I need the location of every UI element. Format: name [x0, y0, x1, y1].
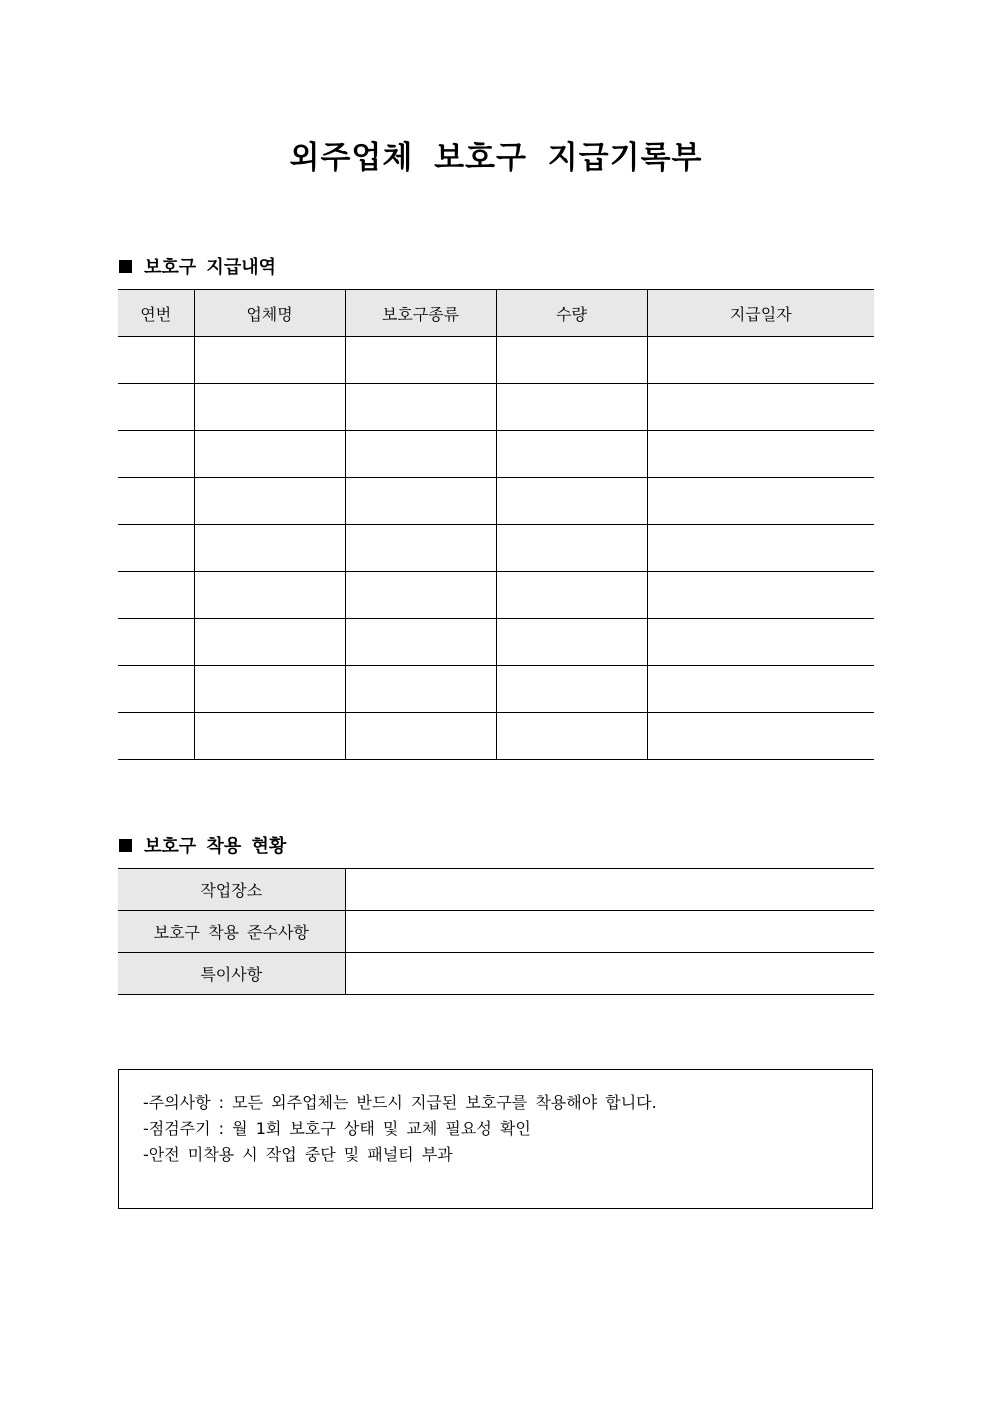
table-row: [118, 572, 874, 619]
square-bullet-icon: [119, 260, 132, 273]
compliance-label: 보호구 착용 준수사항: [118, 911, 345, 953]
notice-caution: -주의사항 : 모든 외주업체는 반드시 지급된 보호구를 착용해야 합니다.: [143, 1093, 657, 1112]
square-bullet-icon: [119, 839, 132, 852]
cell-quantity[interactable]: [496, 478, 647, 525]
cell-company[interactable]: [194, 666, 345, 713]
issue-section-heading-text: 보호구 지급내역: [144, 257, 276, 278]
cell-quantity[interactable]: [496, 572, 647, 619]
issue-section-heading: [119, 253, 276, 279]
col-header-equipment-type: 보호구종류: [345, 290, 496, 337]
table-row: [118, 431, 874, 478]
cell-equipment-type[interactable]: [345, 666, 496, 713]
cell-issue-date[interactable]: [647, 337, 874, 384]
remarks-label: 특이사항: [118, 953, 345, 995]
table-row: [118, 619, 874, 666]
wear-section-heading: [119, 832, 286, 858]
cell-issue-date[interactable]: [647, 619, 874, 666]
table-row: [118, 337, 874, 384]
document-title: 외주업체 보호구 지급기록부: [289, 140, 703, 176]
cell-issue-date[interactable]: [647, 572, 874, 619]
cell-issue-date[interactable]: [647, 384, 874, 431]
cell-quantity[interactable]: [496, 384, 647, 431]
cell-number[interactable]: [118, 431, 194, 478]
cell-equipment-type[interactable]: [345, 713, 496, 760]
col-header-company: 업체명: [194, 290, 345, 337]
cell-equipment-type[interactable]: [345, 337, 496, 384]
col-header-number: 연번: [118, 290, 194, 337]
cell-equipment-type[interactable]: [345, 525, 496, 572]
cell-number[interactable]: [118, 384, 194, 431]
wear-section-heading-text: 보호구 착용 현황: [144, 836, 287, 857]
cell-company[interactable]: [194, 525, 345, 572]
cell-number[interactable]: [118, 337, 194, 384]
issue-table: [118, 289, 874, 760]
cell-quantity[interactable]: [496, 713, 647, 760]
work-location-field[interactable]: [345, 869, 874, 911]
wear-status-table: [118, 868, 874, 995]
cell-quantity[interactable]: [496, 431, 647, 478]
cell-equipment-type[interactable]: [345, 384, 496, 431]
cell-quantity[interactable]: [496, 337, 647, 384]
cell-number[interactable]: [118, 713, 194, 760]
issue-table-header-row: [118, 290, 874, 337]
cell-issue-date[interactable]: [647, 525, 874, 572]
table-row: [118, 478, 874, 525]
notice-penalty: -안전 미착용 시 작업 중단 및 패널티 부과: [143, 1145, 453, 1164]
col-header-issue-date: 지급일자: [647, 290, 874, 337]
table-row: [118, 713, 874, 760]
table-row: [118, 911, 874, 953]
table-row: [118, 666, 874, 713]
table-row: [118, 953, 874, 995]
work-location-label: 작업장소: [118, 869, 345, 911]
cell-issue-date[interactable]: [647, 431, 874, 478]
cell-company[interactable]: [194, 572, 345, 619]
cell-quantity[interactable]: [496, 666, 647, 713]
cell-number[interactable]: [118, 572, 194, 619]
compliance-field[interactable]: [345, 911, 874, 953]
cell-company[interactable]: [194, 713, 345, 760]
notice-box: [118, 1069, 873, 1209]
cell-quantity[interactable]: [496, 525, 647, 572]
cell-equipment-type[interactable]: [345, 478, 496, 525]
cell-issue-date[interactable]: [647, 666, 874, 713]
cell-company[interactable]: [194, 478, 345, 525]
cell-company[interactable]: [194, 431, 345, 478]
cell-issue-date[interactable]: [647, 713, 874, 760]
cell-issue-date[interactable]: [647, 478, 874, 525]
cell-company[interactable]: [194, 384, 345, 431]
table-row: [118, 384, 874, 431]
cell-number[interactable]: [118, 525, 194, 572]
remarks-field[interactable]: [345, 953, 874, 995]
cell-company[interactable]: [194, 337, 345, 384]
table-row: [118, 869, 874, 911]
cell-equipment-type[interactable]: [345, 572, 496, 619]
cell-equipment-type[interactable]: [345, 431, 496, 478]
table-row: [118, 525, 874, 572]
cell-number[interactable]: [118, 619, 194, 666]
cell-equipment-type[interactable]: [345, 619, 496, 666]
cell-number[interactable]: [118, 666, 194, 713]
notice-inspection-cycle: -점검주기 : 월 1회 보호구 상태 및 교체 필요성 확인: [143, 1119, 531, 1138]
cell-number[interactable]: [118, 478, 194, 525]
cell-company[interactable]: [194, 619, 345, 666]
cell-quantity[interactable]: [496, 619, 647, 666]
col-header-quantity: 수량: [496, 290, 647, 337]
